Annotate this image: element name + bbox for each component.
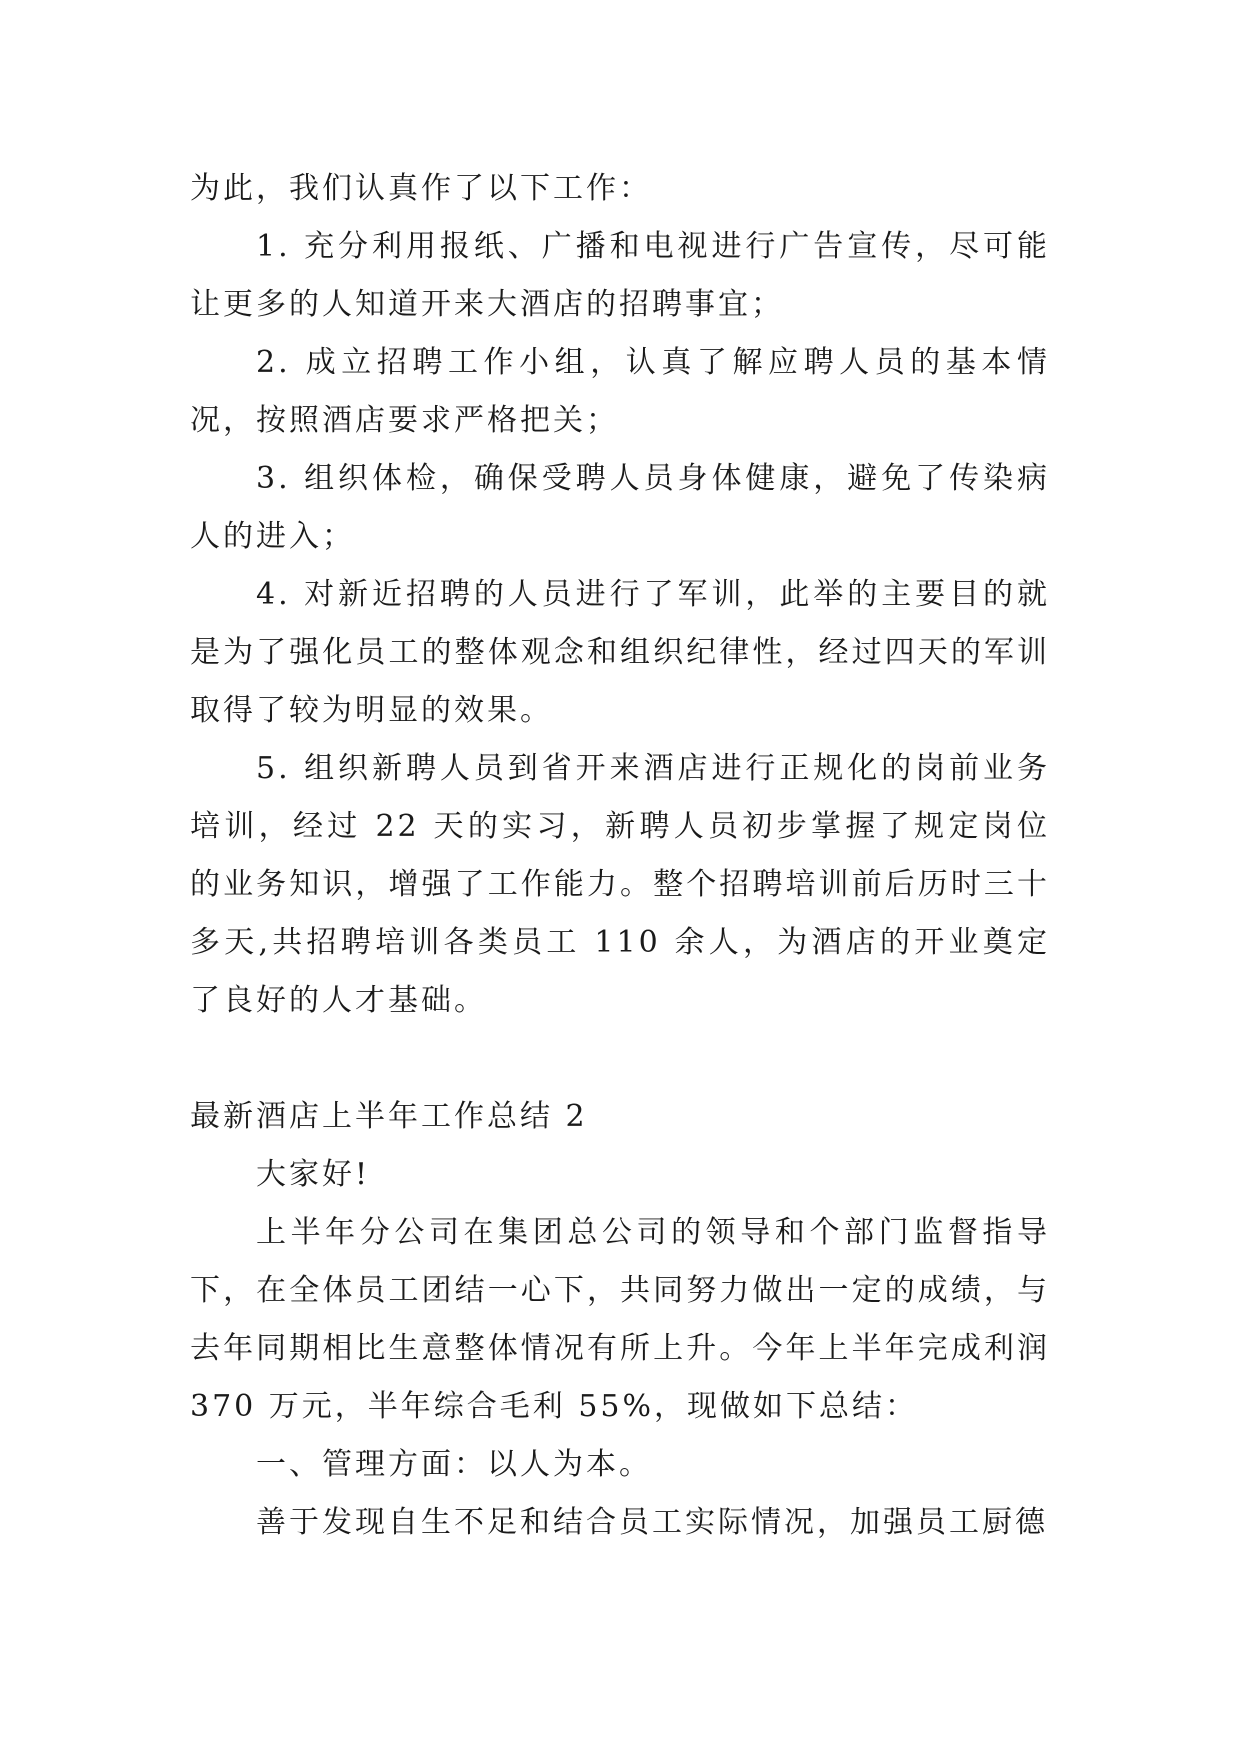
part1-text: 善于发现自生不足和结合员工实际情况，加强员工厨德 bbox=[256, 1505, 1048, 1540]
part1-title: 一、管理方面：以人为本。 bbox=[256, 1447, 652, 1482]
work-item-4: 4. 对新近招聘的人员进行了军训，此举的主要目的就是为了强化员工的整体观念和组织纪律性，经过四天的军训取得了较为明显的效果。 bbox=[190, 577, 1050, 728]
intro-paragraph: 为此，我们认真作了以下工作： bbox=[190, 171, 652, 206]
work-item-1: 1. 充分利用报纸、广播和电视进行广告宣传，尽可能让更多的人知道开来大酒店的招聘事宜； bbox=[190, 229, 1050, 322]
work-item-5: 5. 组织新聘人员到省开来酒店进行正规化的岗前业务培训，经过 22 天的实习，新聘人员初步掌握了规定岗位的业务知识，增强了工作能力。整个招聘培训前后历时三十多天,共招聘培训各类员工 110 余人，为酒店的开业奠定了良好的人才基础。 bbox=[190, 751, 1050, 1018]
document-body bbox=[190, 160, 1050, 1552]
summary-paragraph: 上半年分公司在集团总公司的领导和个部门监督指导下，在全体员工团结一心下，共同努力做出一定的成绩，与去年同期相比生意整体情况有所上升。今年上半年完成利润 370 万元，半年综合毛利 55%，现做如下总结： bbox=[190, 1215, 1050, 1424]
section-title: 最新酒店上半年工作总结 2 bbox=[190, 1099, 588, 1134]
work-item-3: 3. 组织体检，确保受聘人员身体健康，避免了传染病人的进入； bbox=[190, 461, 1050, 554]
greeting: 大家好! bbox=[256, 1157, 371, 1192]
work-item-2: 2. 成立招聘工作小组，认真了解应聘人员的基本情况，按照酒店要求严格把关； bbox=[190, 345, 1050, 438]
